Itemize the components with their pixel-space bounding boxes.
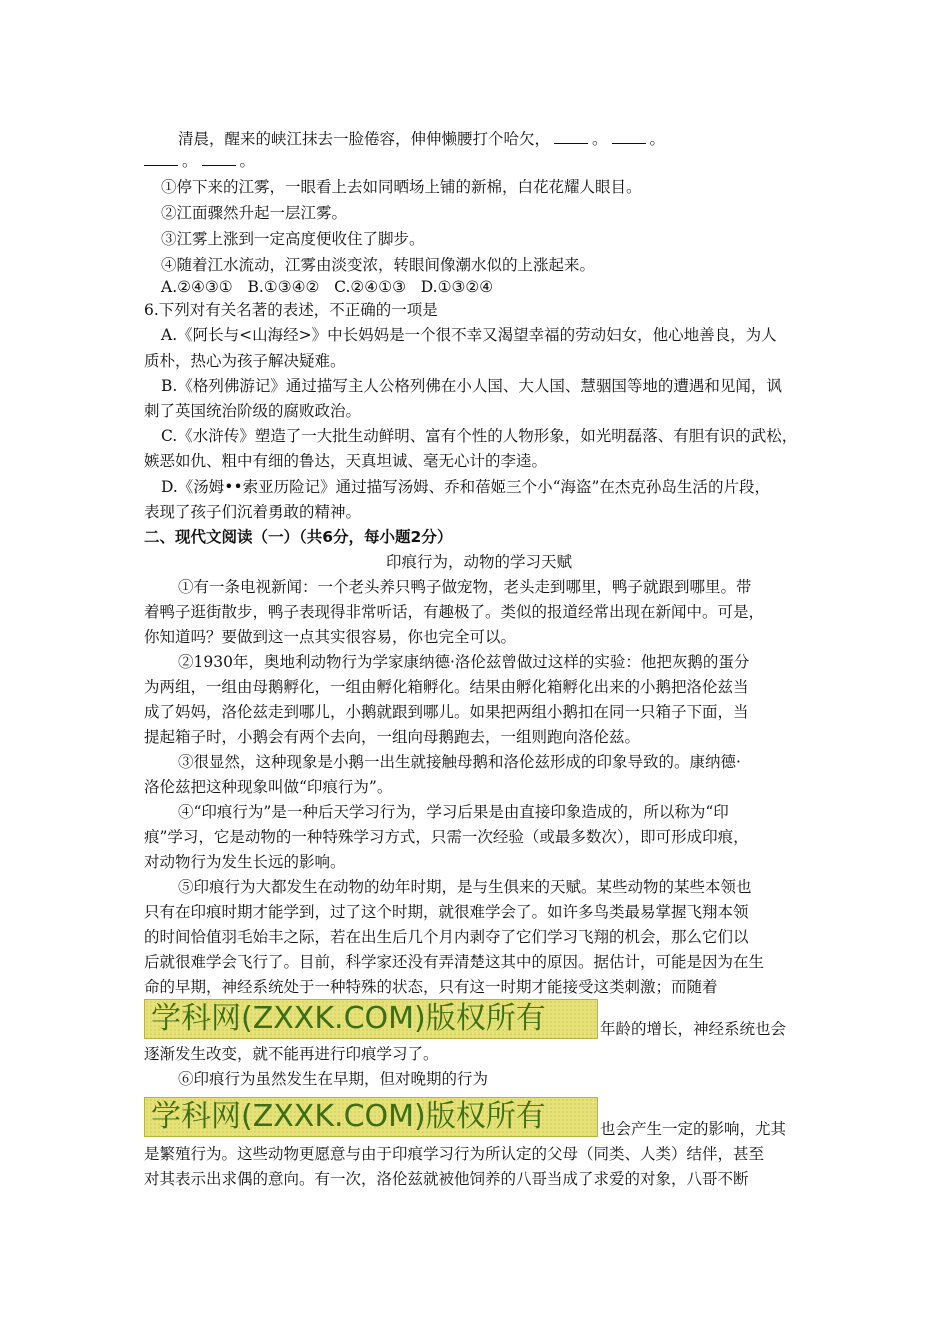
article-p3-line-1: ③很显然，这种现象是小鹅一出生就接触母鹅和洛伦兹形成的印象导致的。康纳德· xyxy=(178,753,741,771)
article-p5-line-2: 只有在印痕时期才能学到，过了这个时期，就很难学会了。如许多鸟类最易掌握飞翔本领 xyxy=(144,903,749,921)
q5-stem-line-2 xyxy=(144,150,255,172)
article-p6-line-4: 对其表示出求偶的意向。有一次，洛伦兹就被他饲养的八哥当成了求爱的对象，八哥不断 xyxy=(144,1170,749,1188)
article-p2-line-4: 提起箱子时，小鹅会有两个去向，一组向母鹅跑去，一组则跑向洛伦兹。 xyxy=(144,728,641,746)
q5-option-1: ①停下来的江雾，一眼看上去如同晒场上铺的新棉，白花花耀人眼目。 xyxy=(161,178,642,196)
section-heading: 二、现代文阅读（一）（共6分，每小题2分） xyxy=(144,528,453,546)
watermark-banner-2: 学科网(ZXXK.COM)版权所有 xyxy=(144,1097,598,1137)
article-p3-line-2: 洛伦兹把这种现象叫做“印痕行为”。 xyxy=(144,778,393,796)
q5-blank-1[interactable] xyxy=(554,129,588,144)
article-p5-line-4: 后就很难学会飞行了。目前，科学家还没有弄清楚这其中的原因。据估计，可能是因为在生 xyxy=(144,953,765,971)
q6-option-d-line-1: D.《汤姆••索亚历险记》通过描写汤姆、乔和蓓姬三个小“海盗”在杰克孙岛生活的片段， xyxy=(161,478,770,496)
q6-option-a-line-1: A.《阿长与<山海经>》中长妈妈是一个很不幸又渴望幸福的劳动妇女，他心地善良，为人 xyxy=(161,326,777,344)
q5-answer-choices: A.②④③① B.①③④② C.②④①③ D.①③②④ xyxy=(161,278,494,296)
q5-stem-line-1 xyxy=(178,128,665,150)
q6-option-b-line-1: B.《格列佛游记》通过描写主人公格列佛在小人国、大人国、慧骃国等地的遭遇和见闻，讽 xyxy=(161,377,782,395)
q6-option-d-line-2: 表现了孩子们沉着勇敢的精神。 xyxy=(144,503,362,521)
q5-option-3: ③江雾上涨到一定高度便收住了脚步。 xyxy=(161,230,425,248)
article-title: 印痕行为，动物的学习天赋 xyxy=(386,553,573,571)
article-p5-line-6: 年龄的增长，神经系统也会 xyxy=(600,1020,787,1038)
article-p6-line-3: 是繁殖行为。这些动物更愿意与由于印痕学习行为所认定的父母（同类、人类）结伴，甚至 xyxy=(144,1145,765,1163)
article-p4-line-3: 对动物行为发生长远的影响。 xyxy=(144,853,346,871)
article-p5-line-5: 命的早期，神经系统处于一种特殊的状态，只有这一时期才能接受这类刺激；而随着 xyxy=(144,978,718,996)
q5-sep-3: 。 xyxy=(182,152,198,170)
article-p5-line-7: 逐渐发生改变，就不能再进行印痕学习了。 xyxy=(144,1045,439,1063)
q5-sep-4: 。 xyxy=(239,152,256,170)
watermark-banner-1: 学科网(ZXXK.COM)版权所有 xyxy=(144,999,598,1039)
q5-sep-1: 。 xyxy=(592,130,608,148)
q6-option-c-line-2: 嫉恶如仇、粗中有细的鲁达，天真坦诚、毫无心计的李逵。 xyxy=(144,452,548,470)
article-p4-line-2: 痕”学习，它是动物的一种特殊学习方式，只需一次经验（或最多数次），即可形成印痕， xyxy=(144,828,749,846)
q5-option-4: ④随着江水流动，江雾由淡变浓，转眼间像潮水似的上涨起来。 xyxy=(161,256,596,274)
article-p4-line-1: ④“印痕行为”是一种后天学习行为，学习后果是由直接印象造成的，所以称为“印 xyxy=(178,803,729,821)
q5-stem-text: 清晨，醒来的峡江抹去一脸倦容，伸伸懒腰打个哈欠， xyxy=(178,130,551,148)
q5-sep-2: 。 xyxy=(649,130,666,148)
article-p5-line-3: 的时间恰值羽毛始丰之际，若在出生后几个月内剥夺了它们学习飞翔的机会，那么它们以 xyxy=(144,928,749,946)
article-p2-line-2: 为两组，一组由母鹅孵化，一组由孵化箱孵化。结果由孵化箱孵化出来的小鹅把洛伦兹当 xyxy=(144,678,749,696)
q6-option-a-line-2: 质朴，热心为孩子解决疑难。 xyxy=(144,352,346,370)
article-p2-line-1: ②1930年，奥地利动物行为学家康纳德·洛伦兹曾做过这样的实验：他把灰鹅的蛋分 xyxy=(178,653,750,671)
q6-option-b-line-2: 刺了英国统治阶级的腐败政治。 xyxy=(144,402,362,420)
q6-title: 6.下列对有关名著的表述，不正确的一项是 xyxy=(144,301,438,319)
q5-blank-2[interactable] xyxy=(612,129,646,144)
article-p2-line-3: 成了妈妈，洛伦兹走到哪儿，小鹅就跟到哪儿。如果把两组小鹅扣在同一只箱子下面，当 xyxy=(144,703,749,721)
article-p1-line-3: 你知道吗？要做到这一点其实很容易，你也完全可以。 xyxy=(144,628,517,646)
q5-option-2: ②江面骤然升起一层江雾。 xyxy=(161,204,348,222)
q5-blank-3[interactable] xyxy=(144,151,178,166)
article-p1-line-2: 着鸭子逛街散步，鸭子表现得非常听话，有趣极了。类似的报道经常出现在新闻中。可是， xyxy=(144,603,765,621)
article-p6-line-2: 也会产生一定的影响，尤其 xyxy=(600,1120,787,1138)
article-p6-line-1: ⑥印痕行为虽然发生在早期，但对晚期的行为 xyxy=(178,1070,489,1088)
article-p5-line-1: ⑤印痕行为大都发生在动物的幼年时期，是与生俱来的天赋。某些动物的某些本领也 xyxy=(178,878,752,896)
q5-blank-4[interactable] xyxy=(202,151,236,166)
q6-option-c-line-1: C.《水浒传》塑造了一大批生动鲜明、富有个性的人物形象，如光明磊落、有胆有识的武松， xyxy=(161,427,798,445)
article-p1-line-1: ①有一条电视新闻：一个老头养只鸭子做宠物，老头走到哪里，鸭子就跟到哪里。带 xyxy=(178,578,752,596)
